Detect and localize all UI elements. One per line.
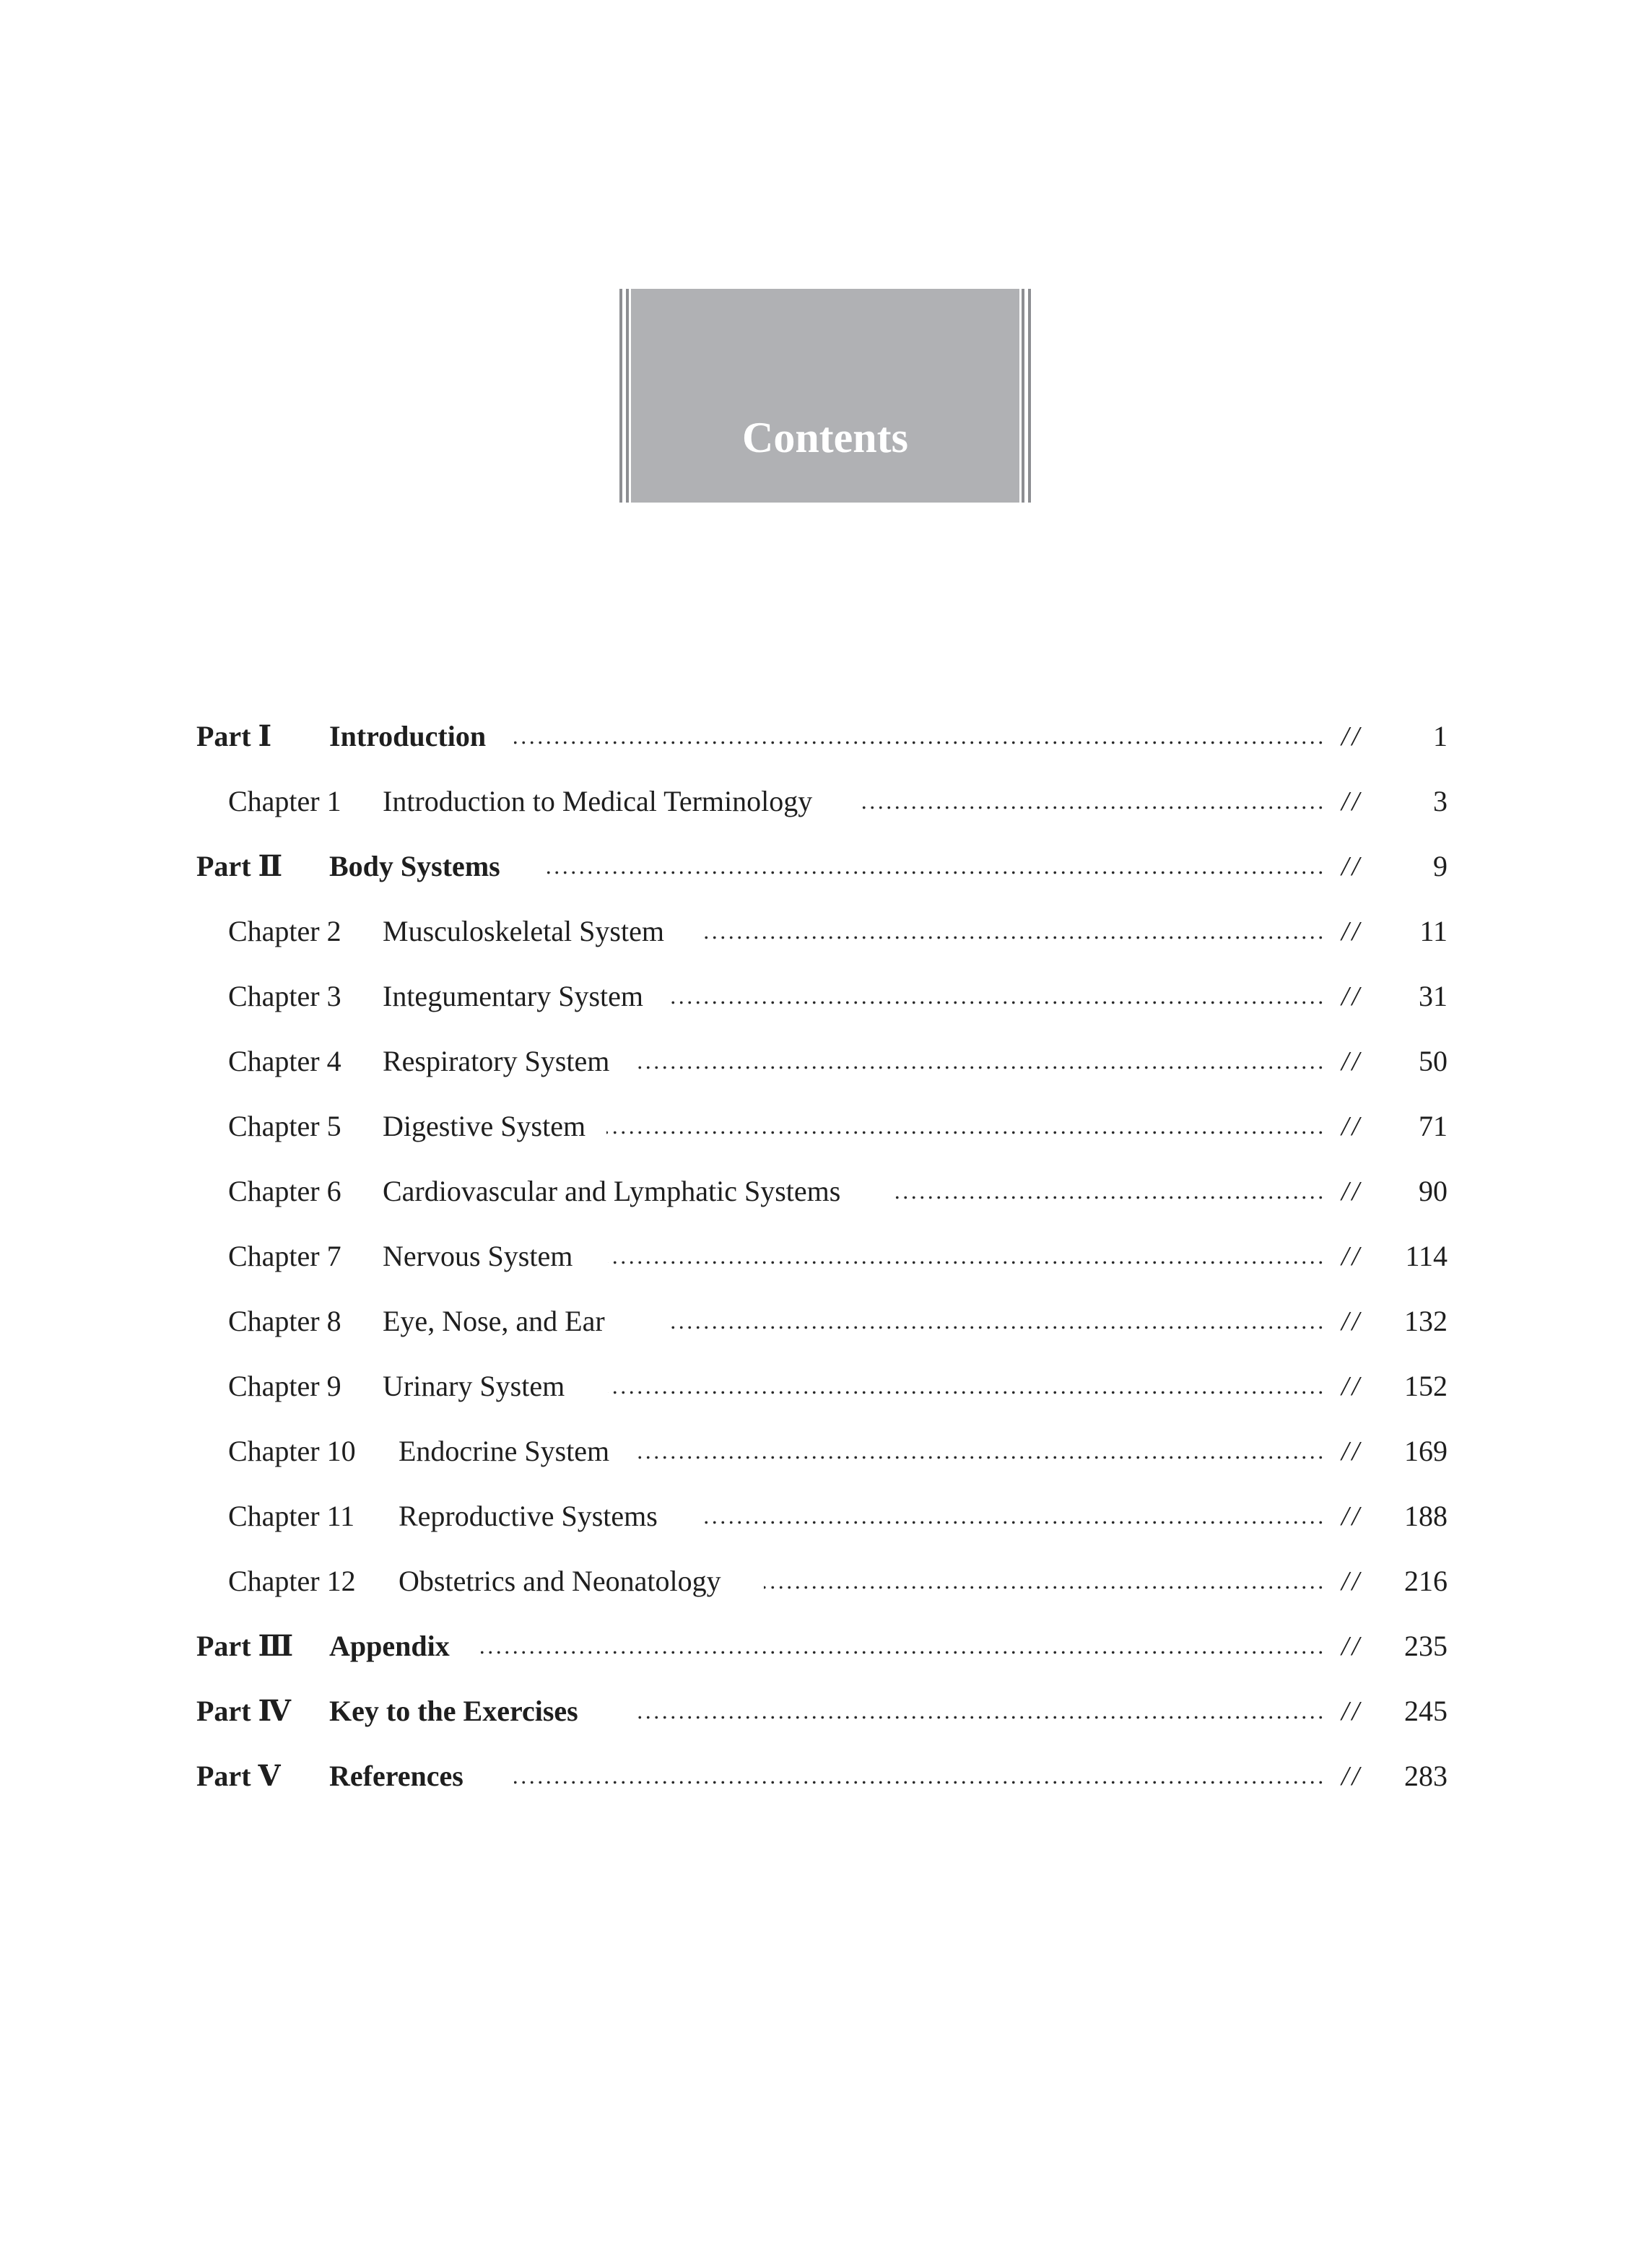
toc-entry-page: 114: [1405, 1240, 1448, 1272]
toc-entry-title: Musculoskeletal System: [383, 915, 664, 947]
toc-separator: //: [1341, 981, 1363, 1012]
toc-entry-chapter-9[interactable]: [0, 1357, 1628, 1415]
toc-entry-page: 235: [1404, 1630, 1448, 1662]
toc-entry-page: 71: [1419, 1110, 1448, 1142]
toc-entry-page: 216: [1404, 1565, 1448, 1597]
toc-entry-page: 169: [1404, 1435, 1448, 1467]
toc-entry-chapter-11[interactable]: [0, 1487, 1628, 1545]
toc-entry-page: 3: [1433, 785, 1448, 817]
toc-entry-part-5[interactable]: [0, 1747, 1628, 1805]
toc-entry-title: Endocrine System: [399, 1435, 610, 1467]
toc-entry-chapter-6[interactable]: [0, 1163, 1628, 1220]
toc-entry-number: Chapter 3: [228, 980, 341, 1012]
toc-separator: //: [1341, 721, 1363, 752]
toc-entry-page: 245: [1404, 1695, 1448, 1727]
toc-entry-number: Chapter 8: [228, 1305, 341, 1337]
toc-separator: //: [1341, 1241, 1363, 1272]
toc-entry-part-2[interactable]: [0, 838, 1628, 895]
dot-leader: [606, 1131, 1325, 1134]
dot-leader: [481, 1651, 1325, 1654]
toc-entry-page: 188: [1404, 1500, 1448, 1532]
toc-entry-number: Chapter 10: [228, 1435, 356, 1467]
toc-entry-page: 9: [1433, 850, 1448, 882]
toc-entry-number: Chapter 5: [228, 1110, 341, 1142]
toc-entry-number: Chapter 12: [228, 1565, 356, 1597]
toc-entry-page: 50: [1419, 1045, 1448, 1077]
toc-entry-part-1[interactable]: [0, 708, 1628, 765]
toc-entry-title: Body Systems: [329, 850, 500, 882]
toc-entry-chapter-1[interactable]: [0, 773, 1628, 830]
page-title: Contents: [741, 414, 908, 461]
toc-entry-page: 132: [1404, 1305, 1448, 1337]
toc-entry-number: Chapter 4: [228, 1045, 341, 1077]
toc-entry-chapter-5[interactable]: [0, 1098, 1628, 1155]
toc-entry-chapter-8[interactable]: [0, 1292, 1628, 1350]
toc-entry-title: Nervous System: [383, 1240, 573, 1272]
toc-entry-title: Urinary System: [383, 1370, 565, 1402]
toc-separator: //: [1341, 786, 1363, 817]
dot-leader: [638, 1716, 1325, 1719]
toc-entry-chapter-12[interactable]: [0, 1552, 1628, 1610]
toc-entry-title: Appendix: [329, 1630, 450, 1662]
dot-leader: [764, 1586, 1325, 1589]
dot-leader: [859, 806, 1325, 809]
toc-entry-title: Obstetrics and Neonatology: [399, 1565, 721, 1597]
toc-entry-chapter-2[interactable]: [0, 903, 1628, 960]
toc-separator: //: [1341, 851, 1363, 882]
toc-entry-title: Cardiovascular and Lymphatic Systems: [383, 1175, 841, 1207]
toc-entry-page: 90: [1419, 1175, 1448, 1207]
toc-entry-page: 31: [1419, 980, 1448, 1012]
dot-leader: [670, 1326, 1325, 1329]
toc-separator: //: [1341, 1696, 1363, 1726]
toc-separator: //: [1341, 1436, 1363, 1467]
dot-leader: [670, 1001, 1325, 1004]
toc-entry-title: Eye, Nose, and Ear: [383, 1305, 605, 1337]
toc-entry-title: Respiratory System: [383, 1045, 610, 1077]
toc-entry-number: Chapter 7: [228, 1240, 341, 1272]
dot-leader: [700, 1521, 1325, 1524]
toc-entry-chapter-10[interactable]: [0, 1422, 1628, 1480]
toc-separator: //: [1341, 1501, 1363, 1531]
toc-entry-number: Part Ⅲ: [196, 1630, 294, 1662]
toc-entry-number: Chapter 9: [228, 1370, 341, 1402]
toc-entry-part-4[interactable]: [0, 1682, 1628, 1740]
toc-separator: //: [1341, 1306, 1363, 1337]
toc-entry-title: Digestive System: [383, 1110, 586, 1142]
dot-leader: [514, 741, 1325, 744]
toc-entry-part-3[interactable]: [0, 1617, 1628, 1675]
toc-entry-title: Key to the Exercises: [329, 1695, 578, 1727]
toc-separator: //: [1341, 1046, 1363, 1077]
toc-entry-page: 152: [1404, 1370, 1448, 1402]
toc-separator: //: [1341, 1176, 1363, 1207]
dot-leader: [608, 1261, 1325, 1264]
toc-separator: //: [1341, 1111, 1363, 1142]
toc-entry-number: Part Ⅳ: [196, 1695, 291, 1727]
toc-entry-number: Chapter 11: [228, 1500, 355, 1532]
dot-leader: [546, 871, 1325, 874]
toc-entry-page: 1: [1433, 720, 1448, 752]
dot-leader: [514, 1781, 1325, 1784]
toc-entry-title: Integumentary System: [383, 980, 644, 1012]
dot-leader: [638, 1456, 1325, 1459]
dot-leader: [608, 1391, 1325, 1394]
toc-entry-title: Reproductive Systems: [399, 1500, 658, 1532]
toc-entry-page: 11: [1419, 915, 1448, 947]
toc-entry-number: Part Ⅴ: [196, 1760, 281, 1792]
dot-leader: [892, 1196, 1325, 1199]
toc-entry-number: Chapter 1: [228, 785, 341, 817]
toc-separator: //: [1341, 1371, 1363, 1402]
toc-entry-number: Part Ⅱ: [196, 850, 283, 882]
toc-separator: //: [1341, 1631, 1363, 1661]
toc-entry-number: Part Ⅰ: [196, 720, 272, 752]
toc-entry-chapter-4[interactable]: [0, 1033, 1628, 1090]
toc-separator: //: [1341, 1566, 1363, 1596]
toc-entry-chapter-3[interactable]: [0, 968, 1628, 1025]
toc-entry-title: Introduction to Medical Terminology: [383, 785, 813, 817]
toc-entry-chapter-7[interactable]: [0, 1228, 1628, 1285]
toc-separator: //: [1341, 1761, 1363, 1791]
toc-entry-number: Chapter 6: [228, 1175, 341, 1207]
dot-leader: [637, 1066, 1325, 1069]
toc-entry-title: Introduction: [329, 720, 487, 752]
toc-separator: //: [1341, 916, 1363, 947]
toc-entry-title: References: [329, 1760, 463, 1792]
toc-entry-page: 283: [1404, 1760, 1448, 1792]
toc-entry-number: Chapter 2: [228, 915, 341, 947]
dot-leader: [700, 936, 1325, 939]
